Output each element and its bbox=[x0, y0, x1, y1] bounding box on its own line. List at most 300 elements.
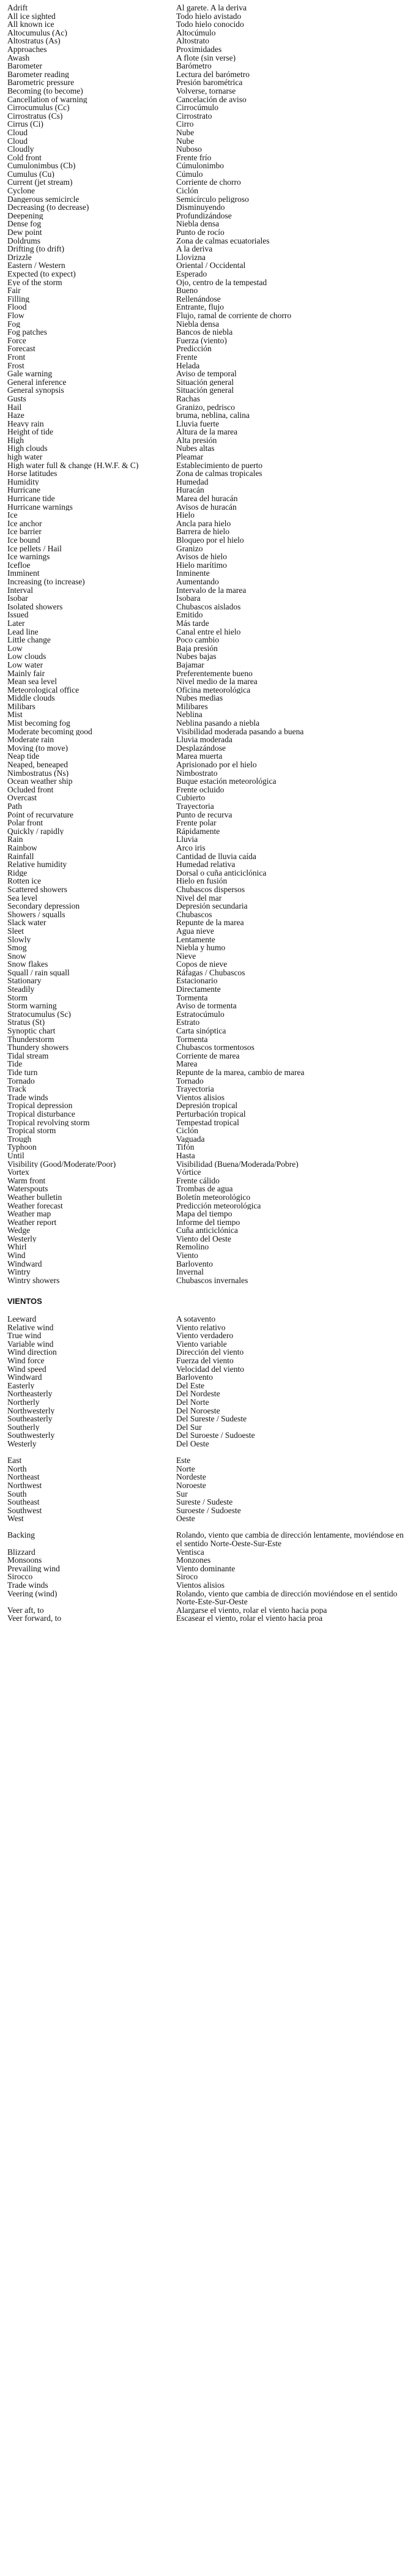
spanish-term: Lectura del barómetro bbox=[176, 70, 250, 79]
spanish-term: Rápidamente bbox=[176, 827, 220, 836]
glossary-entry bbox=[7, 1002, 409, 1010]
glossary-entry bbox=[7, 869, 409, 877]
glossary-entry bbox=[7, 278, 409, 287]
english-term: Trade winds bbox=[7, 1093, 48, 1102]
glossary-entry bbox=[7, 245, 409, 253]
glossary-entry bbox=[7, 494, 409, 503]
english-term: Prevailing wind bbox=[7, 1564, 60, 1573]
glossary-entry bbox=[7, 212, 409, 220]
english-term: Monsoons bbox=[7, 1556, 42, 1565]
spanish-term: Del Noroeste bbox=[176, 1406, 220, 1415]
english-term: Flow bbox=[7, 311, 24, 320]
glossary-entry bbox=[7, 936, 409, 944]
english-term: Slowly bbox=[7, 935, 31, 944]
spanish-term: A flote (sin verse) bbox=[176, 53, 236, 62]
spanish-term: Alta presión bbox=[176, 436, 217, 445]
spanish-term: Carta sinóptica bbox=[176, 1027, 226, 1035]
english-term: Slack water bbox=[7, 918, 46, 927]
spanish-term: Estratocúmulo bbox=[176, 1010, 225, 1019]
glossary-entry bbox=[7, 1465, 409, 1473]
english-term: Barometer bbox=[7, 62, 42, 70]
glossary-entry bbox=[7, 1085, 409, 1093]
english-term: Tropical depression bbox=[7, 1101, 73, 1110]
english-term: Frost bbox=[7, 361, 24, 370]
winds-list-terms bbox=[7, 1531, 409, 1623]
english-term: Cyclone bbox=[7, 187, 35, 195]
spanish-term: Entrante, flujo bbox=[176, 303, 224, 311]
glossary-entry bbox=[7, 1431, 409, 1440]
english-term: Variable wind bbox=[7, 1339, 54, 1349]
spanish-term: Barlovento bbox=[176, 1373, 213, 1382]
glossary-entry bbox=[7, 1193, 409, 1202]
spanish-term: Viento variable bbox=[176, 1339, 227, 1349]
glossary-entry bbox=[7, 694, 409, 702]
spanish-term: Cancelación de aviso bbox=[176, 95, 247, 104]
glossary-entry bbox=[7, 403, 409, 412]
spanish-term: Lentamente bbox=[176, 935, 215, 944]
english-term: Isobar bbox=[7, 594, 28, 603]
english-term: Sirocco bbox=[7, 1573, 33, 1582]
glossary-entry bbox=[7, 503, 409, 512]
spanish-term: Semicírculo peligroso bbox=[176, 195, 249, 204]
spanish-term: Hielo marítimo bbox=[176, 560, 227, 570]
glossary-entry bbox=[7, 1060, 409, 1068]
spanish-term: Niebla densa bbox=[176, 220, 220, 229]
spanish-term: Ciclón bbox=[176, 187, 198, 195]
glossary-entry bbox=[7, 1415, 409, 1423]
spanish-term: Este bbox=[176, 1456, 191, 1465]
glossary-entry bbox=[7, 1340, 409, 1349]
spanish-term: Volverse, tornarse bbox=[176, 86, 236, 95]
english-term: Rotten ice bbox=[7, 877, 42, 885]
english-term: Rainfall bbox=[7, 852, 34, 861]
english-term: Dew point bbox=[7, 228, 42, 237]
spanish-term: Aviso de temporal bbox=[176, 370, 237, 378]
english-term: Lead line bbox=[7, 627, 39, 636]
english-term: Fog patches bbox=[7, 328, 47, 337]
english-term: Issued bbox=[7, 611, 29, 619]
english-term: Waterspouts bbox=[7, 1185, 48, 1193]
english-term: High bbox=[7, 436, 24, 445]
glossary-entry bbox=[7, 4, 409, 12]
english-term: Deepening bbox=[7, 211, 43, 220]
spanish-term: Punto de rocío bbox=[176, 228, 225, 237]
english-term: Tornado bbox=[7, 1076, 35, 1085]
spanish-term: Fuerza (viento) bbox=[176, 336, 227, 345]
english-term: Typhoon bbox=[7, 1143, 37, 1152]
spanish-term: Pleamar bbox=[176, 453, 204, 461]
glossary-entry bbox=[7, 1177, 409, 1185]
english-term: Milibars bbox=[7, 702, 35, 711]
spanish-term: Zona de calmas tropicales bbox=[176, 469, 262, 478]
spanish-term: Aprisionado por el hielo bbox=[176, 761, 257, 769]
glossary-entry bbox=[7, 1456, 409, 1465]
spanish-term: Frente frío bbox=[176, 153, 212, 162]
english-term: Wind bbox=[7, 1251, 26, 1260]
spanish-term: A la deriva bbox=[176, 245, 213, 253]
english-term: Thundery showers bbox=[7, 1043, 69, 1052]
winds-list-general bbox=[7, 1315, 409, 1448]
glossary-entry bbox=[7, 1506, 409, 1515]
english-term: Wind force bbox=[7, 1357, 45, 1365]
spanish-term: Hasta bbox=[176, 1151, 195, 1160]
spanish-term: Monzones bbox=[176, 1556, 211, 1565]
glossary-entry bbox=[7, 295, 409, 303]
english-term: Northwest bbox=[7, 1481, 42, 1490]
english-term: All ice sighted bbox=[7, 12, 56, 21]
spanish-term: Siroco bbox=[176, 1573, 198, 1582]
glossary-entry bbox=[7, 1514, 409, 1523]
spanish-term: Humedad bbox=[176, 477, 209, 486]
glossary-entry bbox=[7, 1185, 409, 1193]
glossary-entry bbox=[7, 844, 409, 852]
spanish-term: Hielo bbox=[176, 511, 195, 519]
spanish-term: Profundizándose bbox=[176, 211, 232, 220]
spanish-term: Ráfagas / Chubascos bbox=[176, 968, 245, 977]
english-term: Vortex bbox=[7, 1168, 29, 1177]
english-term: Cirrostratus (Cs) bbox=[7, 111, 63, 121]
english-term: Cancellation of warning bbox=[7, 95, 87, 104]
spanish-term: Más tarde bbox=[176, 619, 209, 628]
spanish-term: Frente ocluido bbox=[176, 785, 225, 794]
glossary-entry bbox=[7, 802, 409, 811]
spanish-term: Trombas de agua bbox=[176, 1185, 233, 1193]
glossary-entry bbox=[7, 145, 409, 154]
english-term: Stationary bbox=[7, 977, 42, 986]
spanish-term: Milibares bbox=[176, 702, 208, 711]
english-term: Cumulus (Cu) bbox=[7, 169, 54, 179]
glossary-entry bbox=[7, 178, 409, 187]
spanish-term: Remolino bbox=[176, 1243, 209, 1252]
glossary-entry bbox=[7, 1440, 409, 1448]
glossary-entry bbox=[7, 1481, 409, 1490]
glossary-entry bbox=[7, 594, 409, 603]
english-term: Isolated showers bbox=[7, 602, 63, 611]
english-term: Drizzle bbox=[7, 253, 32, 262]
english-term: Easterly bbox=[7, 1381, 35, 1390]
english-term: Southerly bbox=[7, 1423, 40, 1432]
spanish-term: Mapa del tiempo bbox=[176, 1210, 232, 1218]
english-term: Mean sea level bbox=[7, 677, 57, 686]
english-term: Weather forecast bbox=[7, 1201, 63, 1210]
glossary-entry bbox=[7, 103, 409, 112]
english-term: Northeast bbox=[7, 1473, 40, 1481]
english-term: Storm bbox=[7, 993, 28, 1002]
glossary-entry bbox=[7, 386, 409, 395]
glossary-entry bbox=[7, 877, 409, 885]
english-term: Weather map bbox=[7, 1210, 51, 1218]
spanish-term: Cúmulonimbo bbox=[176, 162, 225, 170]
spanish-term: Bajamar bbox=[176, 660, 204, 669]
english-term: Front bbox=[7, 352, 26, 362]
spanish-term: Cirrostrato bbox=[176, 111, 212, 121]
spanish-term: Depresión tropical bbox=[176, 1101, 238, 1110]
spanish-term: Situación general bbox=[176, 378, 234, 387]
english-term: Westerly bbox=[7, 1234, 37, 1243]
english-term: Southwesterly bbox=[7, 1431, 55, 1440]
spanish-term: Lluvia fuerte bbox=[176, 419, 220, 428]
glossary-entry bbox=[7, 952, 409, 961]
spanish-term: Cúmulo bbox=[176, 169, 203, 179]
english-term: West bbox=[7, 1514, 24, 1523]
glossary-entry bbox=[7, 128, 409, 137]
glossary-entry bbox=[7, 1348, 409, 1357]
spanish-term: Informe del tiempo bbox=[176, 1218, 240, 1227]
spanish-term: Niebla densa bbox=[176, 319, 220, 329]
spanish-term: Barlovento bbox=[176, 1259, 213, 1268]
glossary-entry bbox=[7, 436, 409, 445]
glossary-entry bbox=[7, 170, 409, 179]
spanish-term: Esperado bbox=[176, 270, 207, 278]
spanish-term: Viento del Oeste bbox=[176, 1234, 231, 1243]
english-term: Thunderstorm bbox=[7, 1035, 54, 1044]
glossary-entry bbox=[7, 927, 409, 936]
spanish-term: Dirección del viento bbox=[176, 1348, 244, 1357]
spanish-term: Velocidad del viento bbox=[176, 1364, 244, 1374]
glossary-entry bbox=[7, 37, 409, 45]
glossary-entry bbox=[7, 603, 409, 611]
english-term: Polar front bbox=[7, 819, 43, 827]
glossary-entry bbox=[7, 786, 409, 794]
english-term: Heavy rain bbox=[7, 419, 44, 428]
glossary-entry bbox=[7, 1210, 409, 1218]
english-term: General inference bbox=[7, 378, 67, 387]
glossary-entry bbox=[7, 1473, 409, 1481]
spanish-term: Nivel medio de la marea bbox=[176, 677, 258, 686]
glossary-entry bbox=[7, 1373, 409, 1382]
english-term: Moderate rain bbox=[7, 735, 54, 744]
english-term: Expected (to expect) bbox=[7, 270, 76, 278]
spanish-term: Marea del huracán bbox=[176, 494, 238, 503]
english-term: Flood bbox=[7, 303, 27, 311]
english-term: All known ice bbox=[7, 20, 54, 29]
english-term: Wintry bbox=[7, 1268, 31, 1276]
english-term: Adrift bbox=[7, 4, 28, 12]
spanish-term: Chubascos dispersos bbox=[176, 885, 245, 894]
glossary-entry bbox=[7, 154, 409, 162]
spanish-term: Barrera de hielo bbox=[176, 527, 229, 536]
spanish-term: Rellenándose bbox=[176, 294, 221, 303]
spanish-term: Copos de nieve bbox=[176, 960, 228, 969]
spanish-term: Al garete. A la deriva bbox=[176, 4, 247, 12]
spanish-term: Vientos alisios bbox=[176, 1093, 225, 1102]
english-term: Visibility (Good/Moderate/Poor) bbox=[7, 1160, 116, 1169]
glossary-entry bbox=[7, 362, 409, 370]
english-term: Ice bound bbox=[7, 536, 40, 545]
english-term: North bbox=[7, 1464, 27, 1473]
glossary-entry bbox=[7, 1027, 409, 1035]
english-term: Mist becoming fog bbox=[7, 719, 70, 728]
english-term: Windward bbox=[7, 1259, 42, 1268]
english-term: Southeasterly bbox=[7, 1415, 53, 1423]
spanish-term: Nubes altas bbox=[176, 444, 215, 453]
glossary-entry bbox=[7, 1126, 409, 1135]
glossary-entry bbox=[7, 1135, 409, 1144]
glossary-entry bbox=[7, 1423, 409, 1432]
glossary-entry bbox=[7, 1077, 409, 1085]
glossary-entry bbox=[7, 677, 409, 686]
english-term: Height of tide bbox=[7, 428, 53, 436]
glossary-entry bbox=[7, 636, 409, 644]
glossary-entry bbox=[7, 860, 409, 869]
section-spacer bbox=[7, 1523, 409, 1532]
spanish-term: Altostrato bbox=[176, 37, 209, 45]
english-term: Scattered showers bbox=[7, 885, 67, 894]
spanish-term: Punto de recurva bbox=[176, 810, 232, 819]
spanish-term: Avisos de hielo bbox=[176, 553, 227, 561]
english-term: Stratocumulus (Sc) bbox=[7, 1010, 71, 1019]
spanish-term: Lluvia moderada bbox=[176, 735, 232, 744]
glossary-entry bbox=[7, 469, 409, 478]
glossary-entry bbox=[7, 1093, 409, 1102]
spanish-term: Cirro bbox=[176, 120, 194, 128]
spanish-term: Proximidades bbox=[176, 45, 222, 54]
glossary-entry bbox=[7, 187, 409, 195]
english-term: Rain bbox=[7, 835, 23, 844]
english-term: Nimbostratus (Ns) bbox=[7, 769, 69, 778]
glossary-entry bbox=[7, 819, 409, 827]
glossary-entry bbox=[7, 1168, 409, 1177]
spanish-term: Aviso de tormenta bbox=[176, 1002, 237, 1010]
spanish-term: Poco cambio bbox=[176, 636, 220, 644]
glossary-entry bbox=[7, 1357, 409, 1365]
glossary-entry bbox=[7, 761, 409, 769]
spanish-term: Barómetro bbox=[176, 62, 212, 70]
section-heading-vientos: VIENTOS bbox=[7, 1297, 42, 1306]
english-term: Eye of the storm bbox=[7, 278, 62, 287]
english-term: Little change bbox=[7, 636, 51, 644]
spanish-term: Rolando, viento que cambia de dirección moviéndose en el sentido Norte-Este-Sur-Oeste bbox=[176, 1588, 398, 1607]
english-term: High water full & change (H.W.F. & C) bbox=[7, 461, 139, 470]
english-term: Sleet bbox=[7, 926, 24, 936]
glossary-entry bbox=[7, 1160, 409, 1169]
spanish-term: Presión barométrica bbox=[176, 78, 243, 87]
glossary-entry bbox=[7, 710, 409, 719]
spanish-term: Lluvia bbox=[176, 835, 198, 844]
spanish-term: Nordeste bbox=[176, 1473, 206, 1481]
glossary-entry bbox=[7, 453, 409, 461]
glossary-entry bbox=[7, 1260, 409, 1268]
english-term: Sea level bbox=[7, 893, 38, 903]
english-term: Approaches bbox=[7, 45, 47, 54]
english-term: Imminent bbox=[7, 569, 40, 578]
english-term: Gusts bbox=[7, 394, 26, 403]
english-term: Ice anchor bbox=[7, 519, 42, 528]
english-term: Dense fog bbox=[7, 220, 42, 229]
glossary-entry bbox=[7, 1052, 409, 1060]
glossary-entry bbox=[7, 45, 409, 54]
spanish-term: Humedad relativa bbox=[176, 860, 236, 869]
glossary-entry bbox=[7, 461, 409, 470]
spanish-term: Visibilidad (Buena/Moderada/Pobre) bbox=[176, 1160, 299, 1169]
glossary-entry bbox=[7, 253, 409, 262]
glossary-entry bbox=[7, 628, 409, 636]
spanish-term: Estrato bbox=[176, 1018, 200, 1027]
glossary-entry bbox=[7, 1365, 409, 1374]
glossary-entry bbox=[7, 561, 409, 570]
spanish-term: Viento relativo bbox=[176, 1323, 226, 1332]
spanish-term: Chubascos tormentosos bbox=[176, 1043, 254, 1052]
spanish-term: Altura de la marea bbox=[176, 428, 238, 436]
spanish-term: Nubes bajas bbox=[176, 652, 217, 661]
english-term: Steadily bbox=[7, 985, 35, 994]
english-term: Stratus (St) bbox=[7, 1018, 45, 1027]
glossary-entry bbox=[7, 203, 409, 212]
spanish-term: Invernal bbox=[176, 1268, 204, 1276]
spanish-term: Oriental / Occidental bbox=[176, 261, 246, 270]
english-term: Secondary depression bbox=[7, 902, 80, 910]
glossary-entry bbox=[7, 769, 409, 778]
english-term: Wintry showers bbox=[7, 1276, 60, 1285]
spanish-term: Altocúmulo bbox=[176, 28, 216, 37]
spanish-term: Fuerza del viento bbox=[176, 1357, 234, 1365]
english-term: Filling bbox=[7, 294, 30, 303]
english-term: Eastern / Western bbox=[7, 261, 65, 270]
spanish-term: Del Sureste / Sudeste bbox=[176, 1415, 247, 1423]
spanish-term: Rachas bbox=[176, 394, 200, 403]
section-spacer bbox=[7, 1306, 409, 1315]
english-term: Leeward bbox=[7, 1315, 37, 1323]
glossary-entry bbox=[7, 112, 409, 121]
glossary-entry bbox=[7, 1382, 409, 1390]
spanish-term: Ventisca bbox=[176, 1547, 204, 1557]
english-term: Ice pellets / Hail bbox=[7, 544, 62, 553]
glossary-entry bbox=[7, 261, 409, 270]
glossary-entry bbox=[7, 1226, 409, 1235]
spanish-term: Oeste bbox=[176, 1514, 195, 1523]
glossary-entry bbox=[7, 686, 409, 694]
spanish-term: Directamente bbox=[176, 985, 221, 994]
english-term: Tropical disturbance bbox=[7, 1109, 75, 1119]
spanish-term: Huracán bbox=[176, 486, 204, 495]
glossary-entry bbox=[7, 12, 409, 21]
glossary-entry bbox=[7, 1251, 409, 1260]
glossary-entry bbox=[7, 1606, 409, 1615]
spanish-term: Predicción meteorológica bbox=[176, 1201, 261, 1210]
glossary-entry bbox=[7, 894, 409, 903]
spanish-term: Chubascos bbox=[176, 910, 212, 919]
glossary-entry bbox=[7, 644, 409, 653]
english-term: Until bbox=[7, 1151, 24, 1160]
spanish-term: Del Oeste bbox=[176, 1439, 209, 1448]
english-term: Tide bbox=[7, 1060, 23, 1068]
english-term: Neaped, beneaped bbox=[7, 761, 68, 769]
spanish-term: Estacionario bbox=[176, 977, 218, 986]
spanish-term: Vientos alisios bbox=[176, 1581, 225, 1590]
glossary-entry bbox=[7, 669, 409, 678]
glossary-entry bbox=[7, 553, 409, 561]
glossary-entry bbox=[7, 320, 409, 329]
glossary-entry bbox=[7, 519, 409, 528]
spanish-term: Niebla y humo bbox=[176, 944, 226, 952]
english-term: Tide turn bbox=[7, 1068, 38, 1077]
glossary-entry bbox=[7, 370, 409, 378]
glossary-entry bbox=[7, 270, 409, 278]
glossary-entry bbox=[7, 1531, 409, 1547]
english-term: Cirrocumulus (Cc) bbox=[7, 103, 70, 112]
english-term: Ocean weather ship bbox=[7, 777, 73, 786]
glossary-entry bbox=[7, 1398, 409, 1407]
english-term: Middle clouds bbox=[7, 694, 55, 702]
english-term: Increasing (to increase) bbox=[7, 577, 85, 586]
english-term: Drifting (to drift) bbox=[7, 245, 64, 253]
spanish-term: Suroeste / Sudoeste bbox=[176, 1506, 241, 1515]
glossary-entry bbox=[7, 702, 409, 711]
spanish-term: Cirrocúmulo bbox=[176, 103, 218, 112]
glossary-entry bbox=[7, 120, 409, 128]
english-term: Cloud bbox=[7, 128, 28, 137]
spanish-term: Escasear el viento, rolar el viento hacia proa bbox=[176, 1614, 323, 1623]
